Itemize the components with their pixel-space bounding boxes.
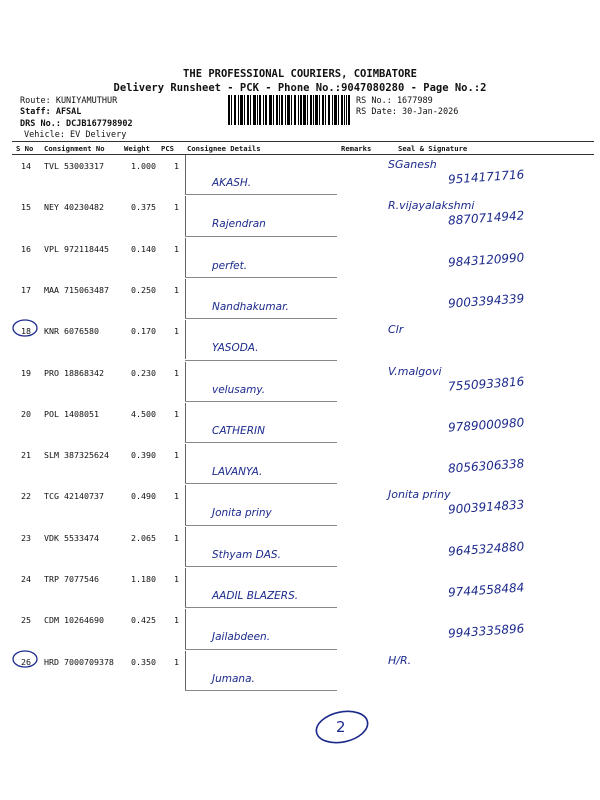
row-sno: 20 [21, 408, 31, 419]
signature: V.malgovi [388, 364, 442, 378]
consignee-box-rule [185, 360, 337, 361]
row-weight: 2.065 [131, 532, 156, 543]
row-consignment: TRP 7077546 [44, 574, 99, 584]
consignee-name: perfet. [212, 259, 248, 272]
row-consignment: PRO 18868342 [44, 367, 104, 378]
consignee-name: CATHERIN [212, 424, 265, 437]
vehicle-label: Vehicle: EV Delivery [24, 130, 127, 140]
row-pcs: 1 [174, 367, 179, 378]
phone-number: 9003914833 [447, 497, 525, 518]
barcode-image [228, 95, 350, 125]
row-weight: 0.140 [131, 243, 156, 254]
signature: Jonita priny [388, 488, 451, 502]
consignee-name: Nandhakumar. [212, 300, 289, 313]
consignee-name: Rajendran [212, 218, 266, 231]
circled-row-mark [11, 649, 39, 669]
row-consignment: TVL 53003317 [44, 161, 104, 171]
phone-number: 8870714942 [447, 208, 525, 228]
row-sno: 21 [21, 450, 31, 461]
staff-label: Staff: AFSAL [20, 107, 82, 117]
consignee-name: Sthyam DAS. [212, 548, 281, 561]
row-sno: 24 [21, 574, 31, 584]
col-consignment: Consignment No [44, 144, 105, 153]
consignee-box-rule [185, 690, 337, 691]
row-weight: 0.250 [131, 284, 156, 295]
consignee-box [185, 238, 338, 277]
consignee-box-rule [185, 525, 337, 526]
row-consignment: POL 1408051 [44, 408, 99, 419]
row-consignment: MAA 715063487 [44, 284, 109, 295]
page-mark-text: 2 [336, 718, 346, 736]
row-sno: 25 [21, 615, 31, 626]
row-sno: 23 [21, 532, 31, 543]
row-weight: 0.170 [131, 326, 156, 337]
row-pcs: 1 [174, 450, 179, 461]
col-consignee: Consignee Details [187, 144, 261, 153]
consignee-name: velusamy. [212, 383, 266, 396]
col-sno: S No [16, 144, 34, 153]
row-weight: 4.500 [131, 408, 156, 419]
row-consignment: TCG 42140737 [44, 491, 104, 502]
phone-number: 8056306338 [447, 456, 525, 476]
consignee-name: AKASH. [212, 177, 252, 189]
signature: H/R. [388, 653, 412, 667]
row-pcs: 1 [174, 574, 179, 584]
company-title: THE PROFESSIONAL COURIERS, COIMBATORE [183, 68, 417, 80]
row-weight: 0.230 [131, 367, 156, 378]
consignee-box-rule [185, 566, 337, 567]
consignee-name: YASODA. [212, 342, 259, 355]
consignee-box-rule [185, 442, 337, 443]
row-sno: 15 [21, 202, 31, 213]
consignee-name: AADIL BLAZERS. [212, 590, 299, 602]
row-weight: 0.375 [131, 202, 156, 213]
row-pcs: 1 [174, 408, 179, 419]
consignee-box-rule [185, 318, 337, 319]
row-consignment: KNR 6076580 [44, 326, 99, 337]
row-sno: 19 [21, 367, 31, 378]
consignee-box-rule [185, 483, 337, 484]
row-pcs: 1 [174, 284, 179, 295]
consignee-box-rule [185, 277, 337, 278]
row-weight: 1.000 [131, 161, 156, 171]
circled-page-mark [310, 706, 374, 748]
row-sno: 14 [21, 161, 31, 171]
row-pcs: 1 [174, 615, 179, 626]
consignee-box [185, 155, 338, 194]
consignee-box-rule [185, 401, 337, 402]
row-consignment: NEY 40230482 [44, 202, 104, 213]
row-sno: 17 [21, 284, 31, 295]
row-pcs: 1 [174, 532, 179, 543]
phone-number: 9943335896 [447, 621, 525, 641]
row-consignment: VDK 5533474 [44, 532, 99, 543]
col-weight: Weight [124, 144, 150, 153]
consignee-box-rule [185, 236, 337, 237]
header-top-rule [12, 141, 594, 142]
row-pcs: 1 [174, 243, 179, 254]
row-sno: 18 [21, 326, 31, 337]
row-pcs: 1 [174, 202, 179, 213]
row-pcs: 1 [174, 161, 179, 171]
row-sno: 16 [21, 243, 31, 254]
phone-number: 9789000980 [447, 415, 525, 435]
phone-number: 7550933816 [447, 373, 525, 394]
phone-number: 9514171716 [447, 167, 525, 187]
consignee-box-rule [185, 649, 337, 650]
route-label: Route: KUNIYAMUTHUR [20, 96, 118, 106]
row-pcs: 1 [174, 656, 179, 667]
rs-number: RS No.: 1677989 [356, 96, 433, 106]
consignee-name: Jumana. [212, 672, 255, 685]
row-weight: 0.350 [131, 656, 156, 667]
consignee-box-rule [185, 607, 337, 608]
phone-number: 9003394339 [447, 291, 525, 311]
col-seal: Seal & Signature [398, 144, 468, 153]
signature: Clr [388, 323, 404, 337]
consignee-box [185, 651, 338, 690]
row-sno: 26 [21, 656, 31, 667]
phone-number: 9645324880 [447, 539, 525, 559]
row-consignment: VPL 972118445 [44, 243, 109, 254]
row-consignment: SLM 387325624 [44, 450, 109, 461]
consignee-name: Jailabdeen. [212, 631, 271, 644]
drs-label: DRS No.: DCJB167798902 [20, 119, 133, 129]
consignee-name: LAVANYA. [212, 466, 263, 479]
consignee-box-rule [185, 194, 337, 195]
row-consignment: CDM 10264690 [44, 615, 104, 626]
row-weight: 0.425 [131, 615, 156, 626]
consignee-name: Jonita priny [212, 507, 272, 520]
row-consignment: HRD 7000709378 [44, 656, 114, 667]
col-remarks: Remarks [341, 144, 372, 153]
col-pcs: PCS [161, 144, 174, 153]
signature: SGanesh [388, 158, 437, 171]
runsheet-subtitle: Delivery Runsheet - PCK - Phone No.:9047080280 - Page No.:2 [113, 82, 487, 94]
rs-date: RS Date: 30-Jan-2026 [356, 107, 459, 117]
row-weight: 0.490 [131, 491, 156, 502]
row-pcs: 1 [174, 491, 179, 502]
row-weight: 0.390 [131, 450, 156, 461]
phone-number: 9843120990 [447, 249, 525, 270]
signature: R.vijayalakshmi [388, 199, 475, 213]
row-sno: 22 [21, 491, 31, 502]
phone-number: 9744558484 [447, 580, 525, 600]
consignee-box [185, 320, 338, 359]
row-pcs: 1 [174, 326, 179, 337]
circled-row-mark [11, 318, 39, 338]
row-weight: 1.180 [131, 574, 156, 584]
